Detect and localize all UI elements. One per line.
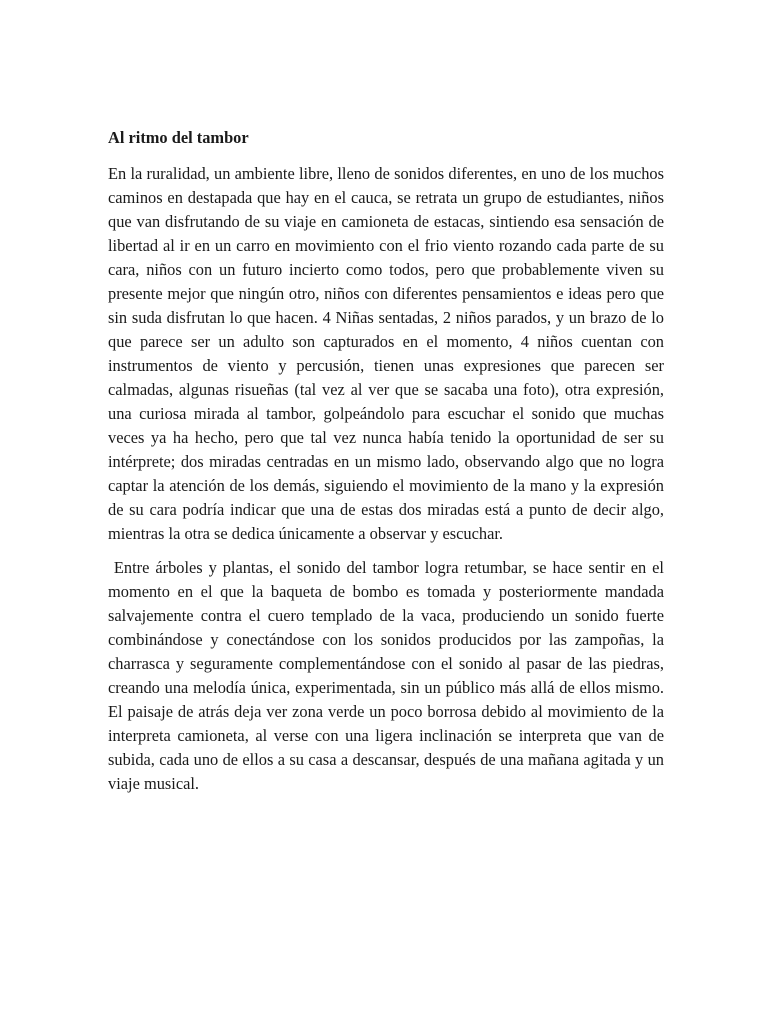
paragraph-2: Entre árboles y plantas, el sonido del tambor logra retumbar, se hace sentir en el momento en el que la baqueta de bombo es tomada y posteriormente mandada salvajemente contra el cuero templado de la vaca, produciendo un sonido fuerte combinándose y conectándose con los sonidos producidos por las zampoñas, la charrasca y seguramente complementándose con el sonido al pasar de las piedras, creando una melodía única, experimentada, sin un público más allá de ellos mismo. El paisaje de atrás deja ver zona verde un poco borrosa debido al movimiento de la interpreta camioneta, al verse con una ligera inclinación se interpreta que van de subida, cada uno de ellos a su casa a descansar, después de una mañana agitada y un viaje musical. <box>108 558 669 793</box>
document-body <box>108 126 669 796</box>
document-title: Al ritmo del tambor <box>108 128 249 147</box>
paragraph-1: En la ruralidad, un ambiente libre, lleno de sonidos diferentes, en uno de los muchos caminos en destapada que hay en el cauca, se retrata un grupo de estudiantes, niños que van disfrutando de su viaje en camioneta de estacas, sintiendo esa sensación de libertad al ir en un carro en movimiento con el frio viento rozando cada parte de su cara, niños con un futuro incierto como todos, pero que probablemente viven su presente mejor que ningún otro, niños con diferentes pensamientos e ideas pero que sin suda disfrutan lo que hacen. 4 Niñas sentadas, 2 niños parados, y un brazo de lo que parece ser un adulto son capturados en el momento, 4 niños cuentan con instrumentos de viento y percusión, tienen unas expresiones que parecen ser calmadas, algunas risueñas (tal vez al ver que se sacaba una foto), otra expresión, una curiosa mirada al tambor, golpeándolo para escuchar el sonido que muchas veces ya ha hecho, pero que tal vez nunca había tenido la oportunidad de ser su intérprete; dos miradas centradas en un mismo lado, observando algo que no logra captar la atención de los demás, siguiendo el movimiento de la mano y la expresión de su cara podría indicar que una de estas dos miradas está a punto de decir algo, mientras la otra se dedica únicamente a observar y escuchar. <box>108 164 664 543</box>
